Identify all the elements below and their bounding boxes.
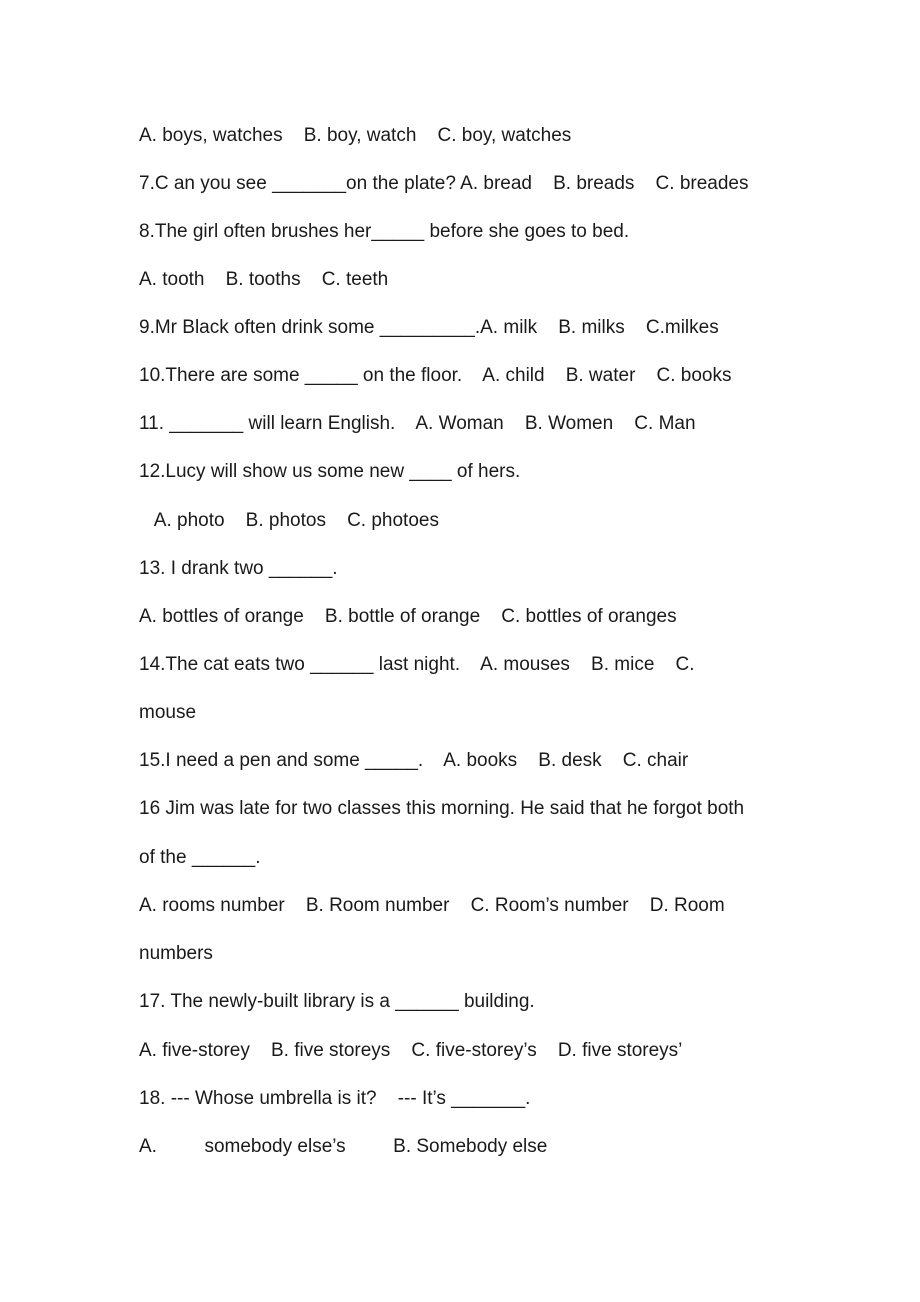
text-line-question-7: 7.C an you see _______on the plate? A. bread B. breads C. breades (139, 173, 749, 194)
text-line-question-8: 8.The girl often brushes her_____ before she goes to bed. (139, 221, 630, 242)
text-line-options-q8: A. tooth B. tooths C. teeth (139, 269, 389, 290)
text-line-question-17: 17. The newly-built library is a ______ building. (139, 991, 535, 1012)
text-line-question-12: 12.Lucy will show us some new ____ of hers. (139, 461, 521, 482)
text-line-question-14-cont: mouse (139, 702, 197, 723)
text-line-options-q16: A. rooms number B. Room number C. Room’s number D. Room (139, 895, 725, 916)
text-line-options-q17: A. five-storey B. five storeys C. five-storey’s D. five storeys’ (139, 1040, 683, 1061)
text-line-question-16-cont: of the ______. (139, 847, 261, 868)
text-line-question-13: 13. I drank two ______. (139, 558, 338, 579)
text-line-options-q12: A. photo B. photos C. photoes (139, 510, 439, 531)
text-line-options-q18: A. somebody else’s B. Somebody else (139, 1136, 548, 1157)
text-line-question-16: 16 Jim was late for two classes this morning. He said that he forgot both (139, 798, 745, 819)
text-line-question-15: 15.I need a pen and some _____. A. books B. desk C. chair (139, 750, 689, 771)
text-line-options-q16-cont: numbers (139, 943, 213, 964)
text-line-question-10: 10.There are some _____ on the floor. A. child B. water C. books (139, 365, 732, 386)
text-line-question-14: 14.The cat eats two ______ last night. A. mouses B. mice C. (139, 654, 695, 675)
text-line-options-q13: A. bottles of orange B. bottle of orange C. bottles of oranges (139, 606, 677, 627)
text-line-question-11: 11. _______ will learn English. A. Woman B. Women C. Man (139, 413, 696, 434)
text-line-options-q6: A. boys, watches B. boy, watch C. boy, watches (139, 125, 572, 146)
text-line-question-18: 18. --- Whose umbrella is it? --- It’s _______. (139, 1088, 531, 1109)
text-line-question-9: 9.Mr Black often drink some _________.A. milk B. milks C.milkes (139, 317, 719, 338)
